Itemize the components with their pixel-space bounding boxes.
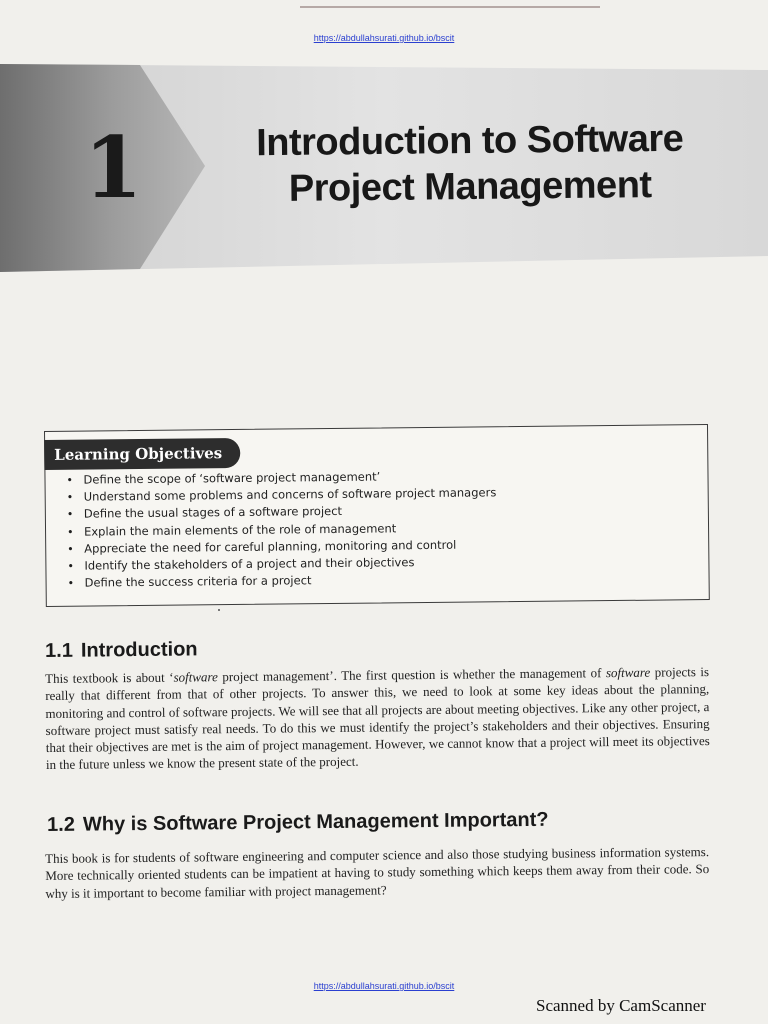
bullet-icon: • [67,576,75,590]
bullet-icon: • [66,473,74,487]
chapter-title-line-2: Project Management [288,164,652,210]
objective-item [67,570,498,592]
section-1-2-paragraph: This book is for students of software engineering and computer science and also those studying business information systems. More technically oriented students can be impatient at having to study something which keeps them away from their code. So why is it important to become familiar with project management? [45,844,710,901]
section-title: Why is Software Project Management Important? [82,808,549,836]
section-number: 1.1 [45,639,74,662]
section-1-1-paragraph [45,663,710,774]
scan-top-edge [300,6,600,8]
camscanner-watermark: Scanned by CamScanner [536,996,706,1015]
text-run: project management’. The first question is whether the management of [217,665,607,685]
section-heading-1-2 [47,809,549,837]
learning-objectives-heading: Learning Objectives [44,438,240,470]
chapter-title [200,115,741,213]
text-run: This textbook is about ‘ [45,669,174,686]
bullet-icon: • [67,559,74,573]
chapter-banner [0,62,768,274]
section-heading-1-1 [45,638,198,663]
text-run: projects is really that different from that of other projects. To answer this, we need to look at some key ideas about the planning, monitoring and control of software projects. We will see that all projects are about meeting objectives. Like any other project, a software project must satisfy real needs. To do this we must identify the project’s stakeholders and their objectives. Ensuring that their objectives are met is the aim of project management. However, we cannot know that a project will meet its objectives in the future unless we know the present state of the project. [45,664,710,773]
chapter-number: 1 [84,118,143,217]
emphasis: software [605,664,651,681]
bullet-icon: • [66,525,74,539]
bullet-icon: • [67,542,74,556]
objective-text: Understand some problems and concerns of software project managers [83,485,497,504]
learning-objectives-box [44,424,710,607]
objective-text: Define the success criteria for a project [84,573,312,590]
section-title: Introduction [80,638,198,662]
objective-text: Define the scope of ‘software project management’ [83,469,381,487]
objective-text: Explain the main elements of the role of management [83,520,397,539]
emphasis: software [173,669,218,685]
section-number: 1.2 [47,813,76,836]
objective-text: Define the usual stages of a software project [83,504,343,521]
header-link[interactable]: https://abdullahsurati.github.io/bscit [313,33,455,43]
objective-text: Appreciate the need for careful planning, monitoring and control [84,537,457,556]
chapter-title-line-1: Introduction to Software [256,117,684,165]
bullet-icon: • [66,508,74,522]
footer-link[interactable]: https://abdullahsurati.github.io/bscit [313,981,455,991]
objective-text: Identify the stakeholders of a project and their objectives [84,555,415,573]
learning-objectives-list [66,467,497,592]
scan-speck [218,609,220,611]
bullet-icon: • [66,490,74,504]
